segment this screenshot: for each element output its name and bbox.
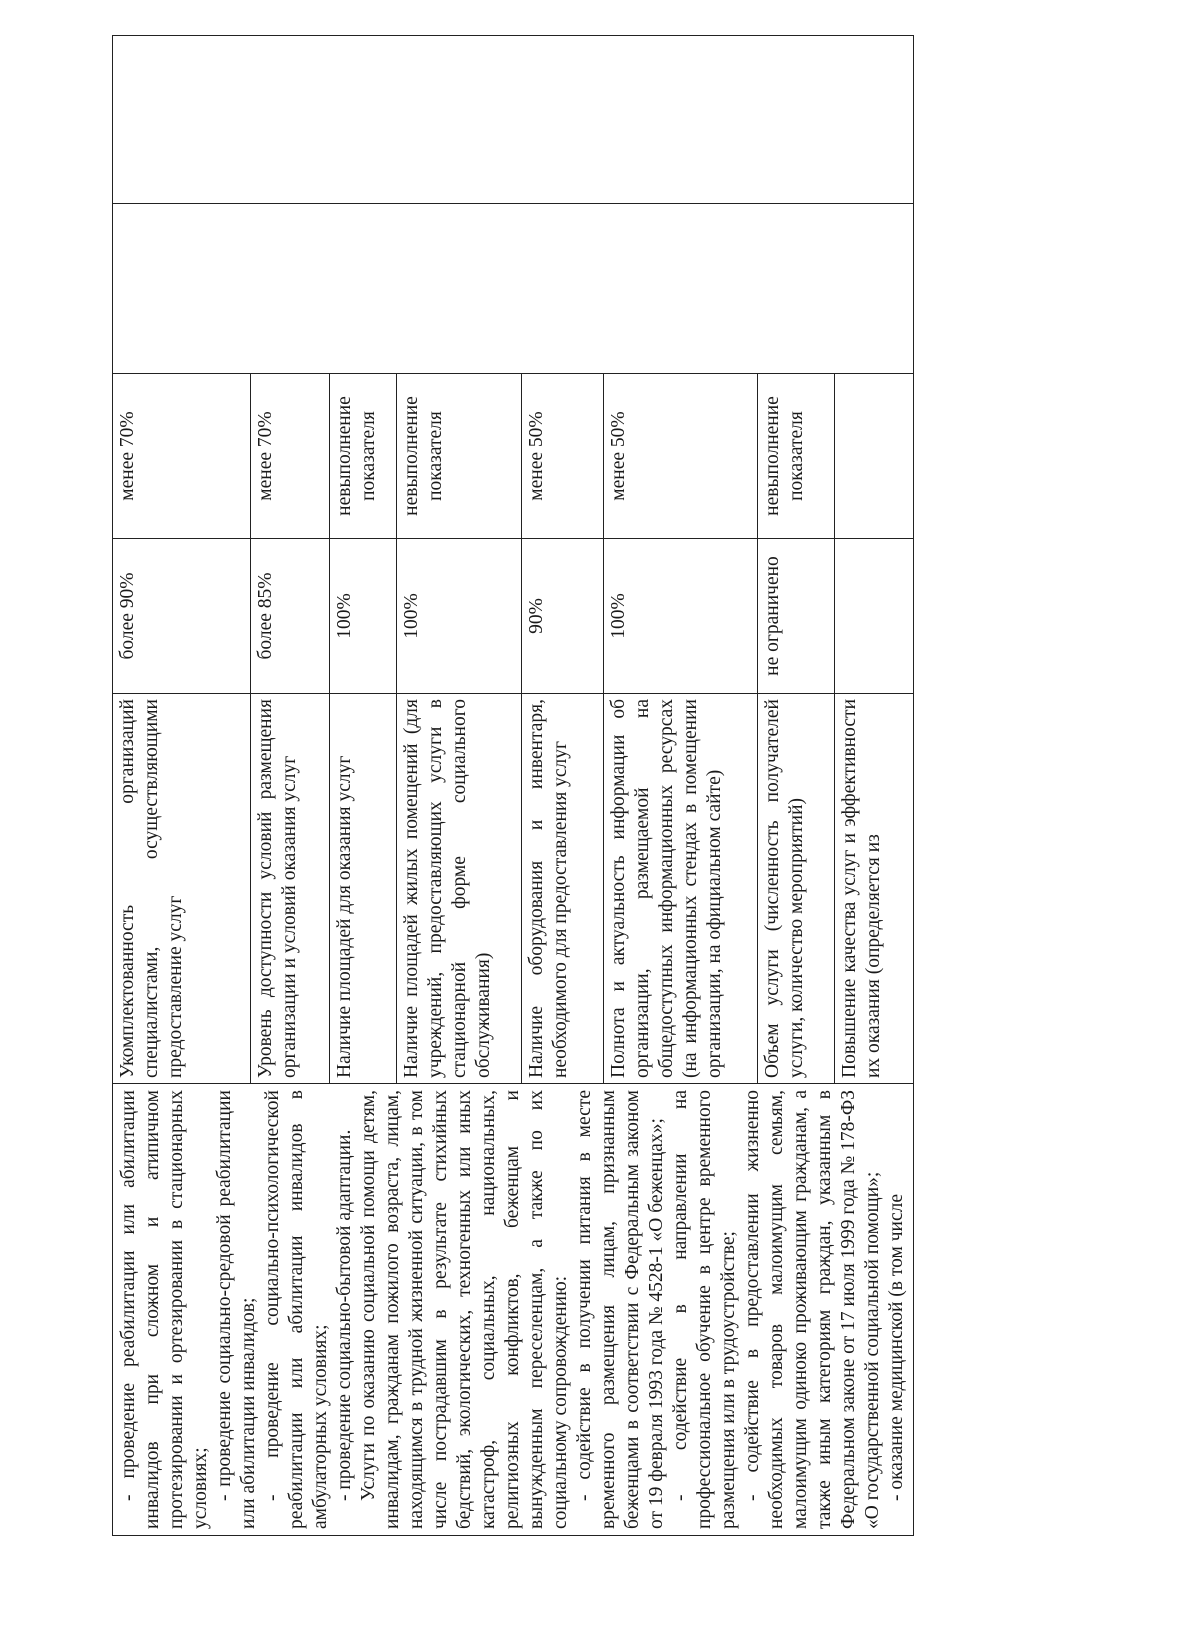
indicator-cell: Уровень доступности условий размещения организации и условий оказания услуг bbox=[250, 694, 329, 1084]
indicator-cell: Полнота и актуальность информации об организации, размещаемой на общедоступных информационных ресурсах (на информационных стендах в помещении организации, на официальном сайте) bbox=[603, 694, 758, 1084]
description-line: - проведение социально-психологической реабилитации или абилитации инвалидов в амбулаторных условиях; bbox=[262, 1090, 331, 1529]
description-line: Услуги по оказанию социальной помощи детям, инвалидам, гражданам пожилого возраста, лицам, находящимся в трудной жизненной ситуации, в том числе пострадавшим в результате стихийных бедствий, экологических, техногенных или иных катастроф, социальных, национальных, религиозных конфликтов, беженцам и вынужденным переселенцам, а также по их социальному сопровождению: bbox=[358, 1090, 571, 1529]
indicator-cell: Объем услуги (численность получателей услуги, количество мероприятий) bbox=[758, 694, 835, 1084]
threshold-value-cell: менее 70% bbox=[113, 374, 251, 539]
table-row bbox=[113, 36, 251, 1536]
description-line: - оказание медицинской (в том числе bbox=[886, 1193, 907, 1501]
target-value-cell: более 90% bbox=[113, 539, 251, 694]
indicator-cell: Повышение качества услуг и эффективности их оказания (определяется из bbox=[834, 694, 913, 1084]
indicator-cell: Наличие оборудования и инвентаря, необходимого для предоставления услуг bbox=[521, 694, 603, 1084]
threshold-value-cell: невыполнение показателя bbox=[758, 374, 835, 539]
target-value-cell: более 85% bbox=[250, 539, 329, 694]
indicators-table bbox=[112, 35, 914, 1536]
threshold-value-cell: менее 50% bbox=[603, 374, 758, 539]
description-line: - проведение социально-средовой реабилитации или абилитации инвалидов; bbox=[214, 1090, 259, 1529]
target-value-cell: 90% bbox=[521, 539, 603, 694]
target-value-cell bbox=[834, 539, 913, 694]
empty-column-cell bbox=[113, 204, 914, 374]
services-description-cell bbox=[113, 1084, 914, 1536]
description-line: - проведение реабилитации или абилитации инвалидов при сложном и атипичном протезировании и ортезировании в стационарных условиях; bbox=[118, 1090, 211, 1529]
description-line: - проведение социально-бытовой адаптации. bbox=[334, 1129, 355, 1501]
indicator-cell: Укомплектованность организаций специалистами, осуществляющими предоставление услуг bbox=[113, 694, 251, 1084]
threshold-value-cell: невыполнение показателя bbox=[396, 374, 521, 539]
description-line: - содействие в предоставлении жизненно необходимых товаров малоимущим семьям, малоимущим одиноко проживающим гражданам, а также иным категориям граждан, указанным в Федеральном законе от 17 июля 1999 года № 178-ФЗ «О государственной социальной помощи»; bbox=[742, 1090, 883, 1529]
target-value-cell: 100% bbox=[603, 539, 758, 694]
indicator-cell: Наличие площадей жилых помещений (для учреждений, предоставляющих услуги в стационарной форме социального обслуживания) bbox=[396, 694, 521, 1084]
threshold-value-cell: невыполнение показателя bbox=[329, 374, 396, 539]
threshold-value-cell: менее 70% bbox=[250, 374, 329, 539]
indicator-cell: Наличие площадей для оказания услуг bbox=[329, 694, 396, 1084]
threshold-value-cell: менее 50% bbox=[521, 374, 603, 539]
target-value-cell: не ограничено bbox=[758, 539, 835, 694]
description-line: - содействие в получении питания в месте временного размещения лицам, признанным беженцами в соответствии с Федеральным законом от 19 февраля 1993 года № 4528-1 «О беженцах»; bbox=[574, 1090, 667, 1529]
description-line: - содействие в направлении на профессиональное обучение в центре временного размещения или в трудоустройстве; bbox=[670, 1090, 739, 1529]
target-value-cell: 100% bbox=[329, 539, 396, 694]
rotated-page bbox=[112, 36, 1122, 1536]
empty-column-cell bbox=[113, 36, 914, 204]
target-value-cell: 100% bbox=[396, 539, 521, 694]
threshold-value-cell bbox=[834, 374, 913, 539]
